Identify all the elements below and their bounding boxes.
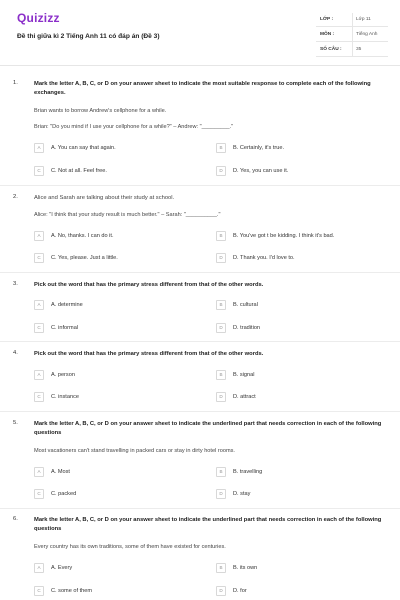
option-b[interactable] <box>216 231 376 242</box>
question-text: Mark the letter A, B, C, or D on your answer sheet to indicate the underlined part that needs correction in each of the following questions <box>34 517 382 532</box>
question-text: Mark the letter A, B, C, or D on your answer sheet to indicate the underlined part that needs correction in each of the following questions <box>34 421 382 436</box>
option-a[interactable] <box>34 563 194 574</box>
document-title: Đề thi giữa kì 2 Tiếng Anh 11 có đáp án (Đề 3) <box>17 33 160 40</box>
option-c[interactable] <box>34 253 194 264</box>
option-label: B. cultural <box>233 302 258 308</box>
option-letter-box: D <box>216 586 226 596</box>
meta-key: SỐ CÂU : <box>320 47 342 52</box>
option-letter-box: B <box>216 231 226 241</box>
option-label: A. Most <box>51 469 70 475</box>
option-letter-box: A <box>34 370 44 380</box>
option-label: D. Thank you. I'd love to. <box>233 255 295 261</box>
question-divider <box>0 341 400 342</box>
option-label: D. Yes, you can use it. <box>233 168 289 174</box>
option-letter-box: B <box>216 563 226 573</box>
option-c[interactable] <box>34 489 194 500</box>
option-c[interactable] <box>34 323 194 334</box>
question-context: Every country has its own traditions, some of them have existed for centuries. <box>34 544 226 550</box>
question-text: Mark the letter A, B, C, or D on your answer sheet to indicate the most suitable response to complete each of the following exchanges. <box>34 81 371 96</box>
option-label: B. signal <box>233 372 255 378</box>
option-letter-box: D <box>216 166 226 176</box>
option-b[interactable] <box>216 370 376 381</box>
option-label: A. No, thanks. I can do it. <box>51 233 114 239</box>
option-label: D. stay <box>233 491 251 497</box>
question-context: Brian wants to borrow Andrew's cellphone for a while. <box>34 108 167 114</box>
option-letter-box: D <box>216 253 226 263</box>
option-letter-box: D <box>216 323 226 333</box>
option-a[interactable] <box>34 370 194 381</box>
option-d[interactable] <box>216 392 376 403</box>
option-letter-box: A <box>34 143 44 153</box>
question-context: Alice: "I think that your study result is much better." – Sarah: "__________." <box>34 212 221 218</box>
meta-key: MÔN : <box>320 32 335 37</box>
question-number: 6. <box>13 516 18 522</box>
option-label: C. some of them <box>51 588 93 594</box>
option-label: C. Not at all. Feel free. <box>51 168 107 174</box>
meta-value: Lớp 11 <box>356 17 371 22</box>
option-label: C. instance <box>51 394 79 400</box>
option-letter-box: A <box>34 300 44 310</box>
option-c[interactable] <box>34 586 194 597</box>
option-label: A. determine <box>51 302 83 308</box>
option-d[interactable] <box>216 166 376 177</box>
option-a[interactable] <box>34 231 194 242</box>
question-context: Most vacationers can't stand travelling in packed cars or stay in dirty hotel rooms. <box>34 448 235 454</box>
question-context: Brian: "Do you mind if I use your cellphone for a while?" – Andrew: "_________." <box>34 124 234 130</box>
question-number: 4. <box>13 350 18 356</box>
option-label: A. You can say that again. <box>51 145 116 151</box>
question-divider <box>0 185 400 186</box>
option-b[interactable] <box>216 563 376 574</box>
option-label: A. person <box>51 372 75 378</box>
quizizz-logo: Quizizz <box>17 11 60 25</box>
option-letter-box: A <box>34 467 44 477</box>
option-a[interactable] <box>34 143 194 154</box>
option-letter-box: C <box>34 586 44 596</box>
option-letter-box: D <box>216 489 226 499</box>
option-letter-box: C <box>34 166 44 176</box>
question-text: Pick out the word that has the primary stress different from that of the other words. <box>34 351 264 357</box>
question-number: 2. <box>13 194 18 200</box>
question-divider <box>0 411 400 412</box>
option-a[interactable] <box>34 467 194 478</box>
option-a[interactable] <box>34 300 194 311</box>
option-letter-box: D <box>216 392 226 402</box>
option-label: C. Yes, please. Just a little. <box>51 255 118 261</box>
option-label: D. tradition <box>233 325 261 331</box>
option-label: B. You've got t be kidding. I think it's bad. <box>233 233 335 239</box>
option-letter-box: B <box>216 300 226 310</box>
option-letter-box: C <box>34 323 44 333</box>
question-number: 5. <box>13 420 18 426</box>
option-b[interactable] <box>216 467 376 478</box>
question-number: 1. <box>13 80 18 86</box>
option-label: C. packed <box>51 491 77 497</box>
option-label: B. Certainly, it's true. <box>233 145 285 151</box>
option-label: B. its own <box>233 565 258 571</box>
meta-key: LỚP : <box>320 17 334 22</box>
option-label: B. travelling <box>233 469 263 475</box>
option-d[interactable] <box>216 586 376 597</box>
option-letter-box: B <box>216 370 226 380</box>
option-letter-box: A <box>34 231 44 241</box>
question-text: Pick out the word that has the primary stress different from that of the other words. <box>34 282 264 288</box>
option-c[interactable] <box>34 166 194 177</box>
question-divider <box>0 272 400 273</box>
worksheet-header <box>0 0 400 66</box>
option-label: D. for <box>233 588 247 594</box>
option-letter-box: C <box>34 392 44 402</box>
option-letter-box: B <box>216 467 226 477</box>
question-text: Alice and Sarah are talking about their study at school. <box>34 195 175 201</box>
option-d[interactable] <box>216 323 376 334</box>
option-d[interactable] <box>216 253 376 264</box>
option-label: D. attract <box>233 394 256 400</box>
option-letter-box: B <box>216 143 226 153</box>
option-c[interactable] <box>34 392 194 403</box>
option-label: C. informal <box>51 325 79 331</box>
meta-value: 35 <box>356 47 362 52</box>
question-divider <box>0 508 400 509</box>
option-d[interactable] <box>216 489 376 500</box>
option-letter-box: C <box>34 253 44 263</box>
question-number: 3. <box>13 281 18 287</box>
meta-value: Tiếng Anh <box>356 32 378 37</box>
option-label: A. Every <box>51 565 73 571</box>
option-letter-box: C <box>34 489 44 499</box>
option-b[interactable] <box>216 143 376 154</box>
meta-divider <box>352 13 353 57</box>
option-b[interactable] <box>216 300 376 311</box>
option-letter-box: A <box>34 563 44 573</box>
